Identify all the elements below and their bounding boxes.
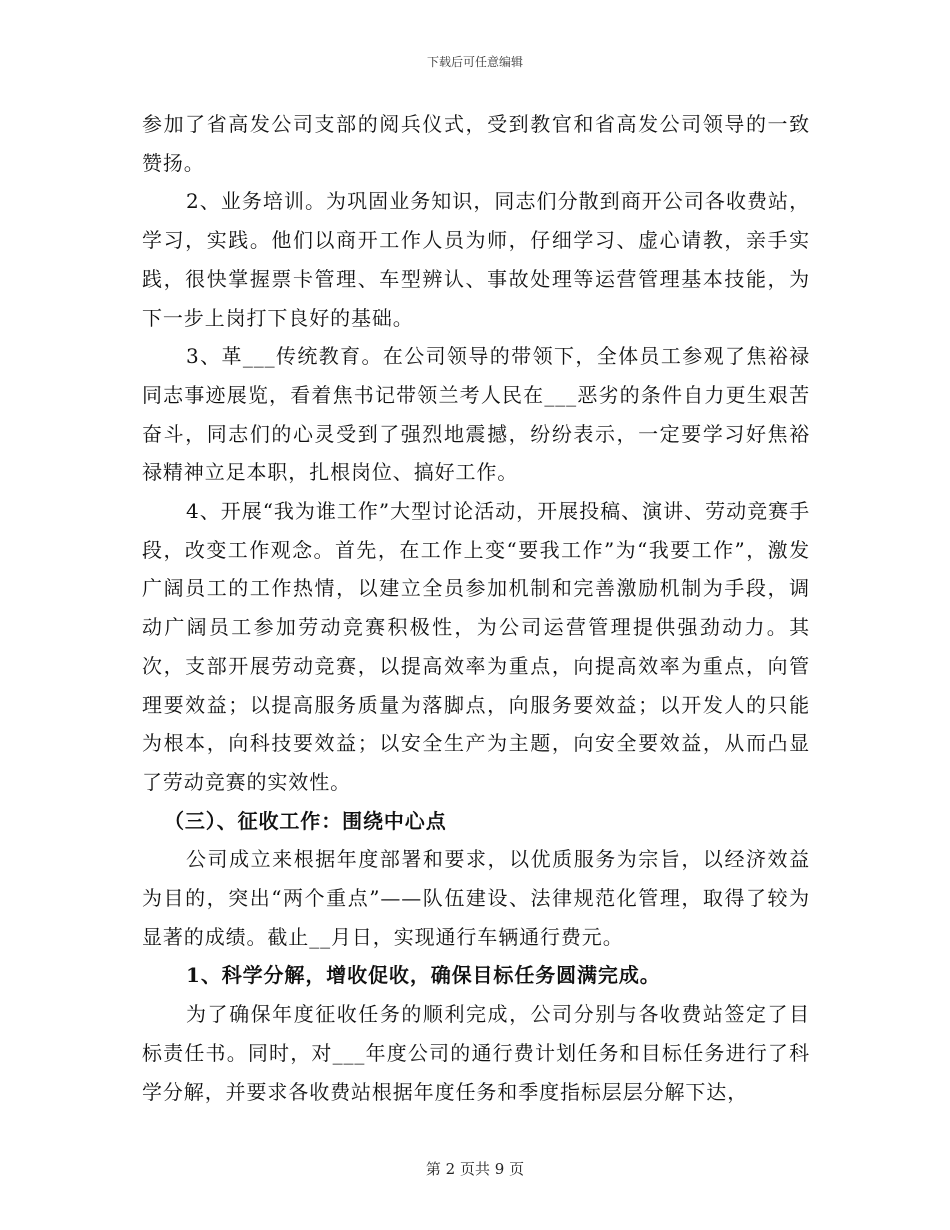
page-header: 下载后可任意编辑 <box>426 55 523 69</box>
paragraph-4: 4、开展“我为谁工作”大型讨论活动，开展投稿、演讲、劳动竞赛手段，改变工作观念。首先，在工作上变“要我工作”为“我要工作”，激发广阔员工的工作热情，以建立全员参加机制和完善激励机制为手段，调动广阔员工参加劳动竞赛积极性，为公司运营管理提供强劲动力。其次，支部开展劳动竞赛，以提高效率为重点，向提高效率为重点，向管理要效益；以提高服务质量为落脚点，向服务要效益；以开发人的只能为根本，向科技要效益；以安全生产为主题，向安全要效益，从而凸显了劳动竞赛的实效性。 <box>142 499 810 794</box>
paragraph-2: 2、业务培训。为巩固业务知识，同志们分散到商开公司各收费站，学习，实践。他们以商开工作人员为师，仔细学习、虚心请教，亲手实践，很快掌握票卡管理、车型辨认、事故处理等运营管理基本技能，为下一步上岗打下良好的基础。 <box>142 189 810 330</box>
paragraph-3: 3、革___传统教育。在公司领导的带领下，全体员工参观了焦裕禄同志事迹展览，看着焦书记带领兰考人民在___恶劣的条件自力更生艰苦奋斗，同志们的心灵受到了强烈地震撼，纷纷表示，一定要学习好焦裕禄精神立足本职，扎根岗位、搞好工作。 <box>142 344 810 485</box>
paragraph-6: 为了确保年度征收任务的顺利完成，公司分别与各收费站签定了目标责任书。同时，对___年度公司的通行费计划任务和目标任务进行了科学分解，并要求各收费站根据年度任务和季度指标层层分解下达， <box>142 1002 810 1104</box>
document-body <box>142 105 810 1111</box>
page-footer: 第 2 页共 9 页 <box>425 1160 525 1178</box>
paragraph-5: 公司成立来根据年度部署和要求，以优质服务为宗旨，以经济效益为目的，突出“两个重点”——队伍建设、法律规范化管理，取得了较为显著的成绩。截止__月日，实现通行车辆通行费元。 <box>142 847 810 949</box>
subsection-heading: 1、科学分解，增收促收，确保目标任务圆满完成。 <box>186 963 661 988</box>
section-heading: （三）、征收工作：围绕中心点 <box>164 808 447 833</box>
paragraph-1: 参加了省高发公司支部的阅兵仪式，受到教官和省高发公司领导的一致赞扬。 <box>142 112 810 175</box>
